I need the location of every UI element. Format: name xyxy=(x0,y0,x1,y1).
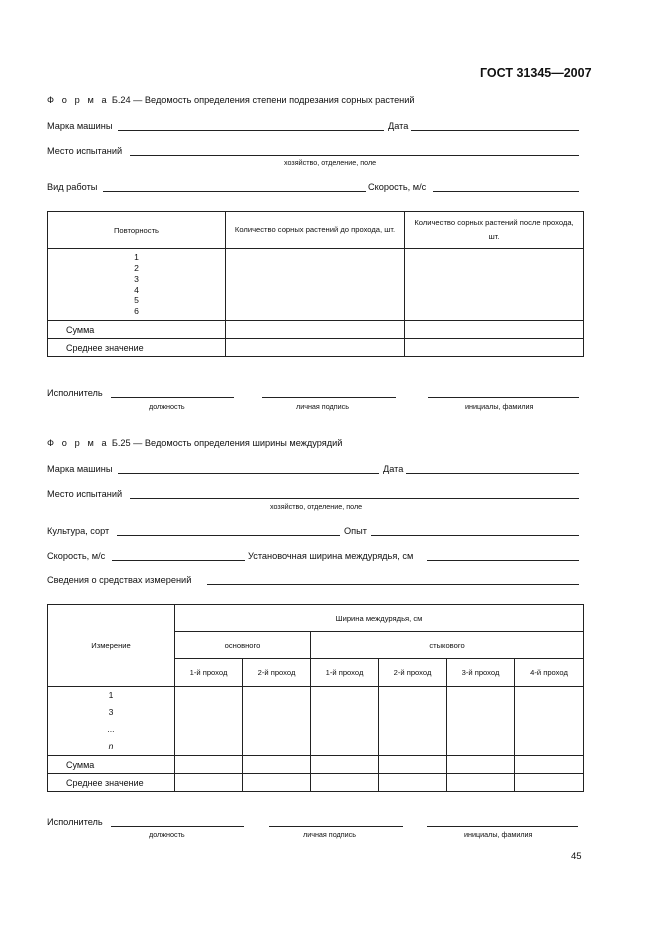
form24-table xyxy=(47,211,584,357)
form25-setting-field[interactable] xyxy=(427,560,579,561)
form25-cap-position: должность xyxy=(149,830,185,839)
form24-repeat-5: 5 xyxy=(134,295,139,306)
form24-speed-label: Скорость, м/с xyxy=(368,182,427,192)
form25-experiment-field[interactable] xyxy=(371,535,579,536)
form25-place-caption: хозяйство, отделение, поле xyxy=(270,502,363,511)
form25-place-field[interactable] xyxy=(130,498,579,499)
form25-sum-cell[interactable] xyxy=(379,756,447,774)
form25-machine-field[interactable] xyxy=(118,473,379,474)
form24-repeat-4: 4 xyxy=(134,284,139,295)
form24-place-label: Место испытаний xyxy=(47,146,123,156)
form24-work-field[interactable] xyxy=(103,191,366,192)
form25-cap-name: инициалы, фамилия xyxy=(464,830,533,839)
form24-repeat-list xyxy=(48,249,226,321)
form25-speed-field[interactable] xyxy=(112,560,245,561)
form25-col-measure: Измерение xyxy=(48,605,175,687)
form24-place-field[interactable] xyxy=(130,155,579,156)
form24-sum-before[interactable] xyxy=(226,321,405,339)
form25-pass-joint-4: 4-й проход xyxy=(515,659,584,687)
standard-number: ГОСТ 31345—2007 xyxy=(480,66,592,80)
form25-name-field[interactable] xyxy=(427,826,578,827)
form24-repeat-6: 6 xyxy=(134,306,139,317)
form25-col-joint: стыкового xyxy=(311,632,584,659)
form25-avg-cell[interactable] xyxy=(243,774,311,792)
form24-repeat-3: 3 xyxy=(134,273,139,284)
form24-executor-label: Исполнитель xyxy=(47,388,103,398)
form25-place-label: Место испытаний xyxy=(47,489,123,499)
form24-machine-label: Марка машины xyxy=(47,121,113,131)
form25-setting-label: Установочная ширина междурядья, см xyxy=(248,551,414,561)
form25-date-field[interactable] xyxy=(406,473,579,474)
form24-speed-field[interactable] xyxy=(433,191,579,192)
form24-after-cell[interactable] xyxy=(405,249,584,321)
form24-place-caption: хозяйство, отделение, поле xyxy=(284,158,377,167)
form25-date-label: Дата xyxy=(383,464,404,474)
form24-work-label: Вид работы xyxy=(47,182,98,192)
form25-pass-main-1: 1-й проход xyxy=(175,659,243,687)
form24-repeat-1: 1 xyxy=(134,252,139,263)
form24-title-prefix: Ф о р м а xyxy=(47,95,110,105)
form25-sum-label: Сумма xyxy=(48,756,175,774)
form25-pass-joint-3: 3-й проход xyxy=(447,659,515,687)
form25-instruments-label: Сведения о средствах измерений xyxy=(47,575,192,585)
form25-position-field[interactable] xyxy=(111,826,244,827)
form24-date-field[interactable] xyxy=(411,130,579,131)
form25-cell[interactable] xyxy=(447,687,515,756)
form25-avg-cell[interactable] xyxy=(515,774,584,792)
form25-avg-cell[interactable] xyxy=(447,774,515,792)
form24-title-text: Б.24 — Ведомость определения степени подрезания сорных растений xyxy=(111,95,415,105)
form25-sum-cell[interactable] xyxy=(311,756,379,774)
form24-cap-name: инициалы, фамилия xyxy=(465,402,534,411)
form25-sum-cell[interactable] xyxy=(243,756,311,774)
form24-name-field[interactable] xyxy=(428,397,579,398)
form24-cap-signature: личная подпись xyxy=(296,402,349,411)
form25-measure-1: 1 xyxy=(108,690,114,700)
form24-title xyxy=(47,95,415,105)
form25-crop-field[interactable] xyxy=(117,535,340,536)
page-number: 45 xyxy=(571,851,582,862)
form25-cell[interactable] xyxy=(175,687,243,756)
form24-col-repeat: Повторность xyxy=(48,212,226,249)
form24-date-label: Дата xyxy=(388,121,409,131)
form25-cell[interactable] xyxy=(515,687,584,756)
form25-measure-list xyxy=(48,687,175,756)
form24-col-before: Количество сорных растений до прохода, шт. xyxy=(226,212,405,249)
form25-pass-main-2: 2-й проход xyxy=(243,659,311,687)
form25-sum-cell[interactable] xyxy=(515,756,584,774)
form24-before-cell[interactable] xyxy=(226,249,405,321)
form25-cap-signature: личная подпись xyxy=(303,830,356,839)
form24-sum-after[interactable] xyxy=(405,321,584,339)
form25-speed-label: Скорость, м/с xyxy=(47,551,106,561)
form25-col-main: основного xyxy=(175,632,311,659)
form25-experiment-label: Опыт xyxy=(344,526,367,536)
form25-cell[interactable] xyxy=(243,687,311,756)
form25-sum-cell[interactable] xyxy=(447,756,515,774)
form25-avg-cell[interactable] xyxy=(379,774,447,792)
form25-col-width: Ширина междурядья, см xyxy=(175,605,584,632)
form25-measure-ellipsis: ... xyxy=(107,724,115,734)
form24-repeat-2: 2 xyxy=(134,262,139,273)
form25-pass-joint-1: 1-й проход xyxy=(311,659,379,687)
form25-instruments-field[interactable] xyxy=(207,584,579,585)
form25-avg-cell[interactable] xyxy=(175,774,243,792)
form25-title-prefix: Ф о р м а xyxy=(47,438,110,448)
form24-cap-position: должность xyxy=(149,402,185,411)
form24-position-field[interactable] xyxy=(111,397,234,398)
form25-title xyxy=(47,438,342,448)
form24-signature-field[interactable] xyxy=(262,397,396,398)
form25-machine-label: Марка машины xyxy=(47,464,113,474)
form25-avg-cell[interactable] xyxy=(311,774,379,792)
form25-sum-cell[interactable] xyxy=(175,756,243,774)
form25-cell[interactable] xyxy=(311,687,379,756)
form24-avg-after[interactable] xyxy=(405,339,584,357)
form25-pass-joint-2: 2-й проход xyxy=(379,659,447,687)
form25-measure-3: 3 xyxy=(108,707,114,717)
form24-avg-before[interactable] xyxy=(226,339,405,357)
form25-crop-label: Культура, сорт xyxy=(47,526,110,536)
form25-title-text: Б.25 — Ведомость определения ширины междурядий xyxy=(111,438,343,448)
form24-avg-label: Среднее значение xyxy=(48,339,226,357)
form25-measure-n: n xyxy=(108,741,114,751)
form25-cell[interactable] xyxy=(379,687,447,756)
form25-table xyxy=(47,604,584,792)
form24-col-after: Количество сорных растений после прохода, шт. xyxy=(405,212,584,249)
form25-avg-label: Среднее значение xyxy=(48,774,175,792)
form24-machine-field[interactable] xyxy=(118,130,384,131)
form24-sum-label: Сумма xyxy=(48,321,226,339)
form25-executor-label: Исполнитель xyxy=(47,817,103,827)
form25-signature-field[interactable] xyxy=(269,826,403,827)
